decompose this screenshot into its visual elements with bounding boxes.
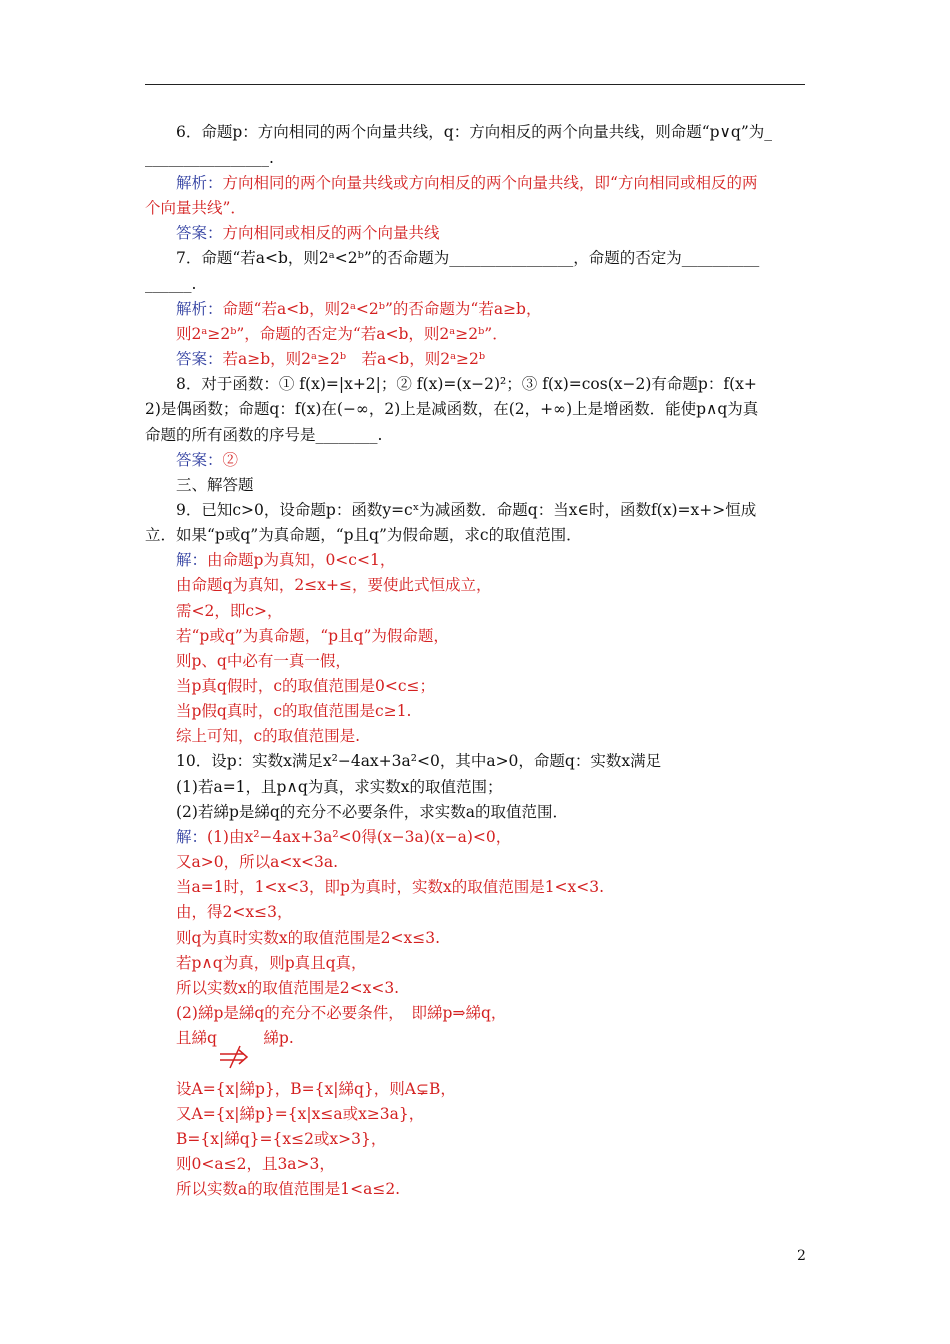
line-text: 6．命题p：方向相同的两个向量共线，q：方向相反的两个向量共线，则命题“p∨q”为_	[176, 123, 772, 141]
line-label: 解析：	[176, 174, 223, 192]
line-text: ②	[222, 451, 239, 469]
text-line	[176, 827, 511, 847]
text-line	[176, 852, 338, 872]
line-text: 需<2，即c>，	[176, 602, 283, 620]
not-implies-symbol	[218, 1044, 252, 1070]
line-text: 10．设p：实数x满足x²−4ax+3a²<0，其中a>0，命题q：实数x满足	[176, 752, 662, 770]
line-text: 当p真q假时，c的取值范围是0<c≤；	[176, 677, 436, 695]
text-line	[145, 425, 382, 445]
line-text: 由命题q为真知，2≤x+≤，要使此式恒成立，	[176, 576, 492, 594]
text-line	[176, 374, 757, 394]
line-text: ________________.	[145, 149, 274, 167]
line-text: 又A={x|綈p}={x|x≤a或x≥3a}，	[176, 1105, 425, 1123]
line-label: 答案：	[176, 350, 223, 368]
line-text: 个向量共线”．	[145, 199, 246, 217]
text-line	[176, 1154, 335, 1174]
line-text: 命题“若a<b，则2ᵃ<2ᵇ”的否命题为“若a≥b，	[222, 300, 542, 318]
line-text: 由命题p为真知，0<c<1，	[207, 551, 396, 569]
text-line	[176, 248, 759, 268]
line-text: 所以实数x的取值范围是2<x<3.	[176, 979, 400, 997]
text-line	[176, 122, 772, 142]
page-number: 2	[797, 1248, 806, 1264]
line-text: 当a=1时，1<x<3，即p为真时，实数x的取值范围是1<x<3.	[176, 878, 605, 896]
text-line	[176, 751, 661, 771]
line-text: 则2ᵃ≥2ᵇ”，命题的否定为“若a<b，则2ᵃ≥2ᵇ”．	[176, 325, 508, 343]
line-text: B={x|綈q}={x≤2或x>3}，	[176, 1130, 387, 1148]
text-line	[176, 676, 435, 696]
line-text: 命题的所有函数的序号是________.	[145, 426, 383, 444]
line-text: 则0<a≤2，且3a>3，	[176, 1155, 335, 1173]
text-line	[176, 1079, 456, 1099]
line-text: 当p假q真时，c的取值范围是c≥1.	[176, 702, 412, 720]
line-text: 8．对于函数：① f(x)=|x+2|；② f(x)=(x−2)²；③ f(x)=cos(x−2)有命题p：f(x+	[176, 375, 757, 393]
line-text: 立．如果“p或q”为真命题，“p且q”为假命题，求c的取值范围．	[145, 526, 582, 544]
text-line	[176, 475, 254, 495]
line-text: 又a>0，所以a<x<3a.	[176, 853, 339, 871]
text-line	[145, 148, 274, 168]
line-label: 解析：	[176, 300, 223, 318]
line-text: 设A={x|綈p}，B={x|綈q}，则A⊊B，	[176, 1080, 456, 1098]
line-text: (2)綈p是綈q的充分不必要条件， 即綈p⇒綈q，	[176, 1004, 507, 1022]
line-text: (1)若a=1，且p∧q为真，求实数x的取值范围；	[176, 778, 503, 796]
text-line	[176, 651, 351, 671]
text-line	[176, 902, 292, 922]
text-line	[176, 450, 238, 470]
line-text: 则q为真时实数x的取值范围是2<x≤3.	[176, 929, 441, 947]
text-line	[176, 500, 756, 520]
line-text: 所以实数a的取值范围是1<a≤2.	[176, 1180, 401, 1198]
text-line	[176, 1129, 386, 1149]
line-text: (2)若綈p是綈q的充分不必要条件，求实数a的取值范围．	[176, 803, 569, 821]
text-line	[176, 550, 395, 570]
text-line	[176, 1003, 506, 1023]
line-text: 2)是偶函数；命题q：f(x)在(−∞，2)上是减函数，在(2，+∞)上是增函数．能使p∧q为真	[145, 400, 759, 418]
text-line	[176, 701, 411, 721]
text-line	[176, 223, 440, 243]
line-text: ______.	[145, 275, 197, 293]
header-rule	[145, 84, 805, 85]
line-text: 若p∧q为真，则p真且q真，	[176, 954, 367, 972]
text-line	[145, 525, 582, 545]
text-line	[176, 978, 399, 998]
text-line	[176, 877, 604, 897]
text-line	[176, 1179, 400, 1199]
line-text: 且綈q 綈p.	[176, 1029, 294, 1047]
text-line	[176, 802, 568, 822]
text-line	[176, 726, 360, 746]
line-label: 答案：	[176, 451, 223, 469]
text-line	[176, 626, 449, 646]
text-line	[176, 349, 485, 369]
line-label: 解：	[176, 828, 208, 846]
line-text: 则p、q中必有一真一假，	[176, 652, 351, 670]
line-text: (1)由x²−4ax+3a²<0得(x−3a)(x−a)<0，	[207, 828, 512, 846]
text-line	[176, 575, 492, 595]
line-text: 方向相同或相反的两个向量共线	[222, 224, 440, 242]
line-text: 若“p或q”为真命题，“p且q”为假命题，	[176, 627, 449, 645]
text-line	[176, 299, 541, 319]
text-line	[176, 928, 440, 948]
text-line	[176, 173, 757, 193]
text-line	[176, 777, 502, 797]
line-text: 三、解答题	[176, 476, 254, 494]
line-text: 综上可知，c的取值范围是.	[176, 727, 361, 745]
line-text: 7．命题“若a<b，则2ᵃ<2ᵇ”的否命题为________________，命题的否定为__________	[176, 249, 760, 267]
text-line	[145, 399, 758, 419]
text-line	[145, 198, 246, 218]
line-label: 答案：	[176, 224, 223, 242]
line-text: 9．已知c>0，设命题p：函数y=cˣ为减函数．命题q：当x∈时，函数f(x)=x+>恒成	[176, 501, 757, 519]
text-line	[176, 953, 367, 973]
text-line	[176, 601, 283, 621]
text-line	[176, 1104, 424, 1124]
line-label: 解：	[176, 551, 208, 569]
line-text: 方向相同的两个向量共线或方向相反的两个向量共线，即“方向相同或相反的两	[222, 174, 758, 192]
text-line	[176, 324, 508, 344]
text-line	[145, 274, 196, 294]
line-text: 若a≥b，则2ᵃ≥2ᵇ 若a<b，则2ᵃ≥2ᵇ	[222, 350, 486, 368]
line-text: 由，得2<x≤3，	[176, 903, 293, 921]
